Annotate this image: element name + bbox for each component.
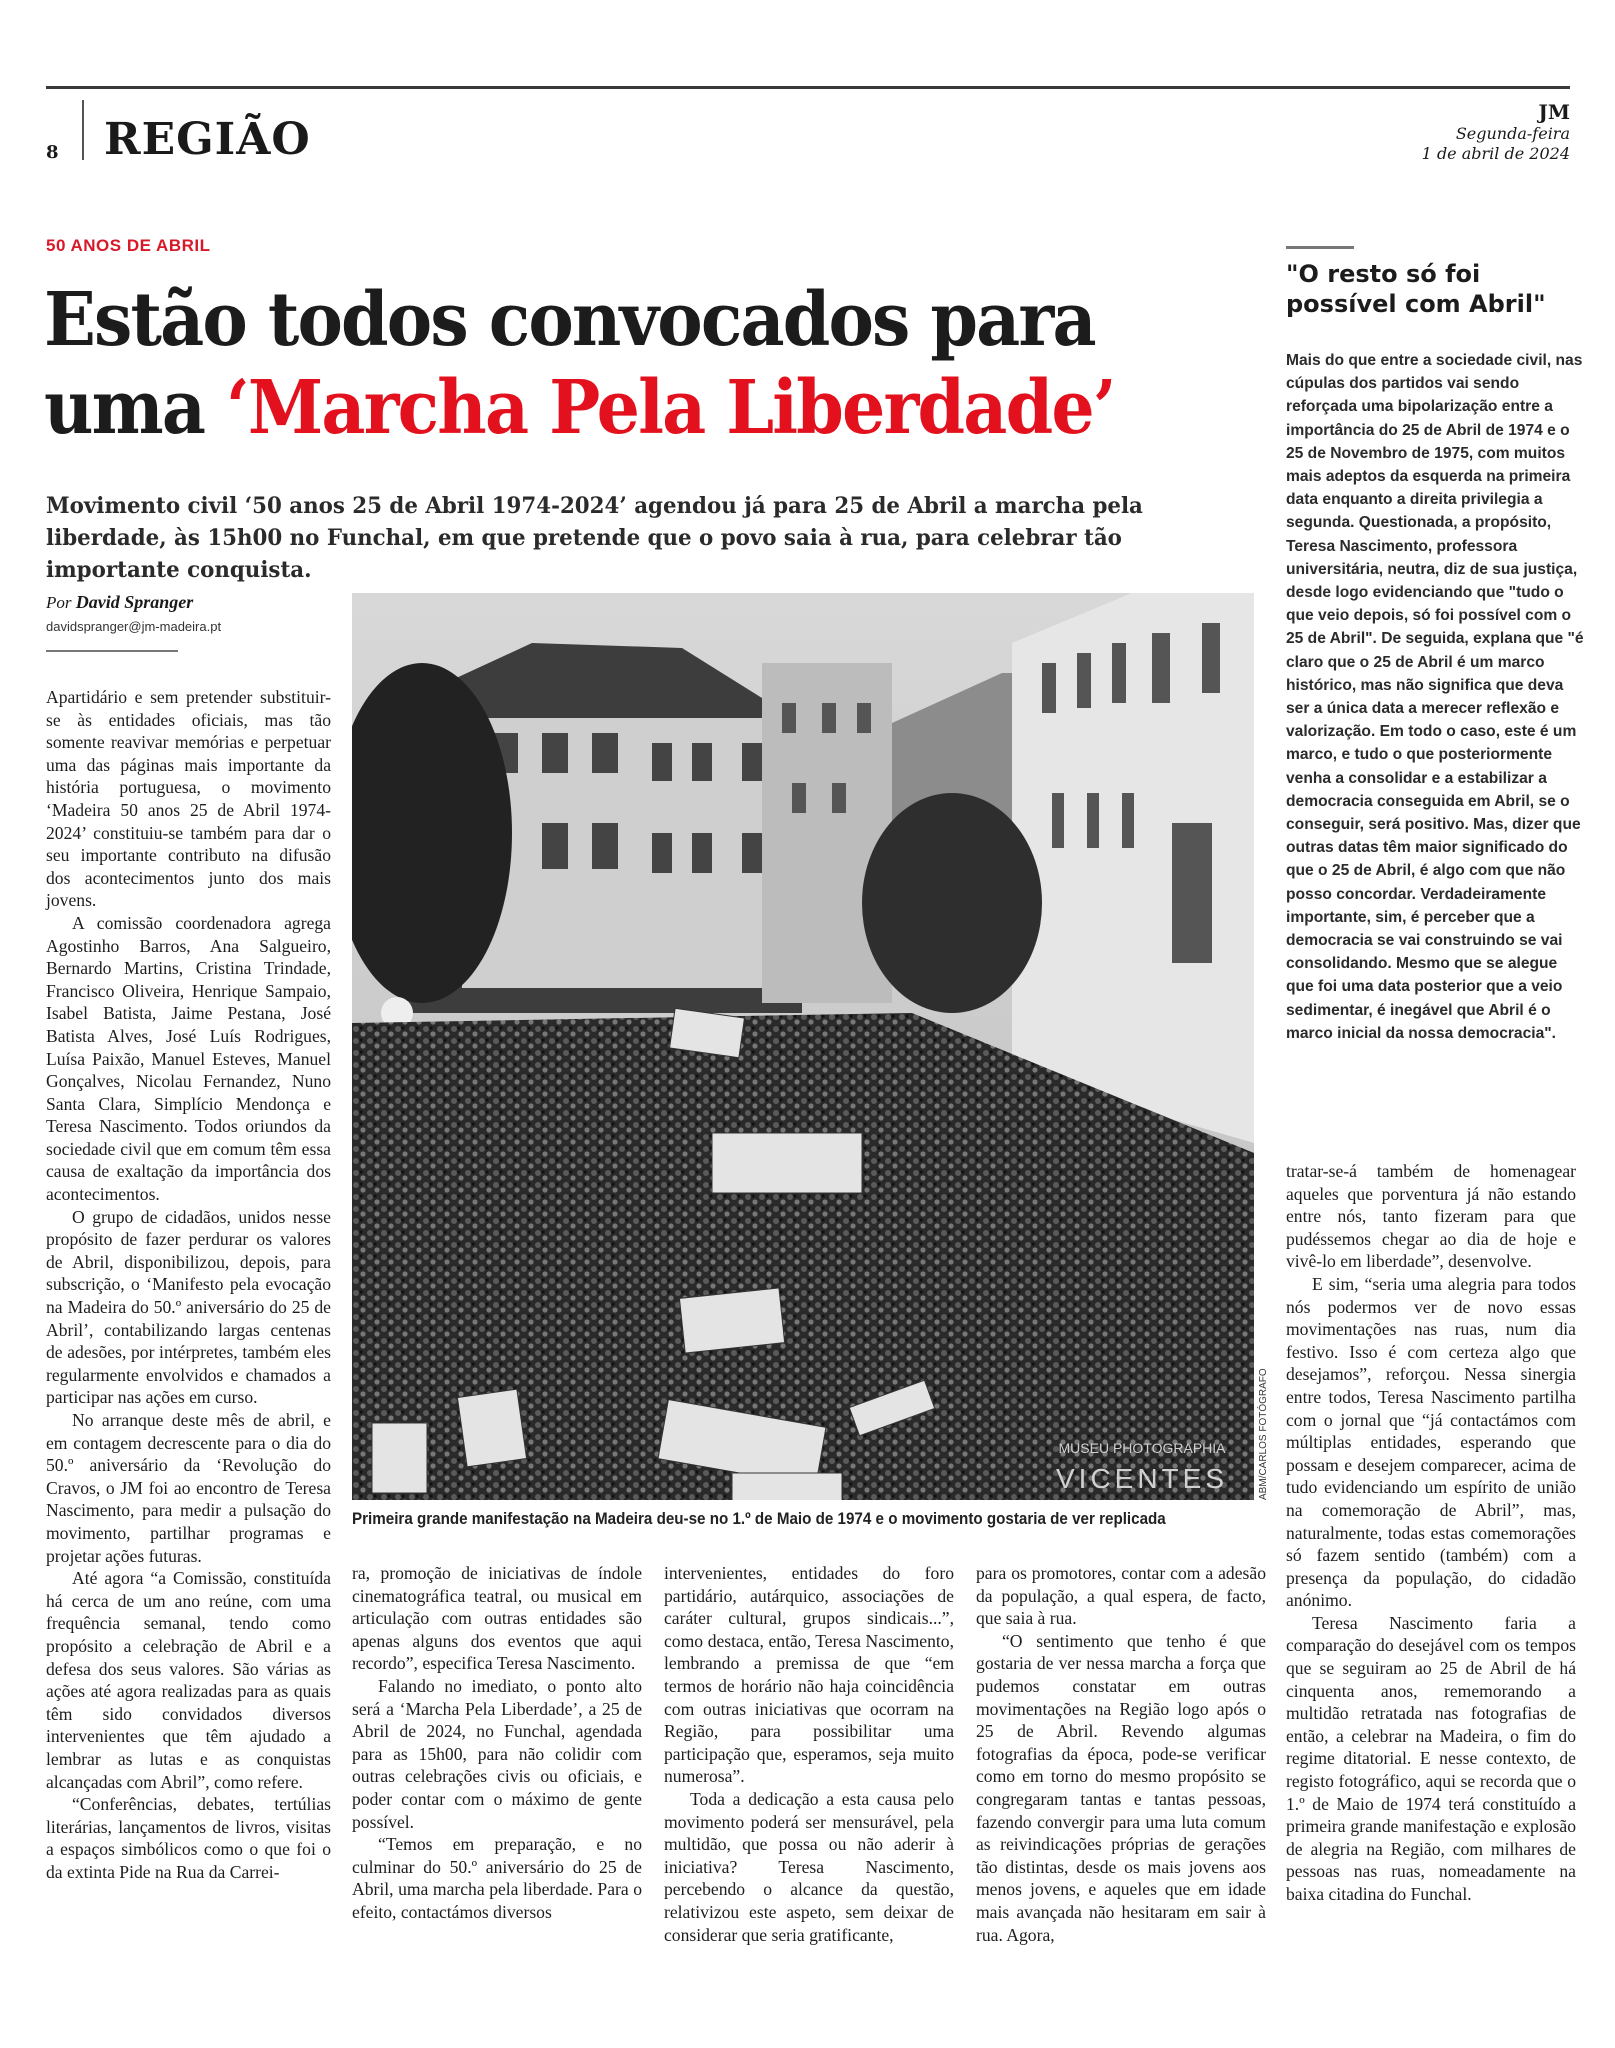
top-rule: [46, 86, 1570, 89]
headline-line-1: Estão todos convocados para: [44, 277, 1095, 363]
headline-highlight: ‘Marcha Pela Liberdade’: [225, 365, 1115, 451]
paragraph: para os promotores, contar com a adesão da população, a qual espera, de facto, que saia à rua.: [976, 1563, 1266, 1629]
lead-paragraph: Movimento civil ‘50 anos 25 de Abril 1974-2024’ agendou já para 25 de Abril a marcha pela liberdade, às 15h00 no Funchal, em que pretende que o povo saia à rua, para celebrar tão importante conquista.: [46, 493, 1143, 583]
paragraph: “Conferências, debates, tertúlias literárias, lançamentos de livros, visitas a espaços simbólicos como o que foi o da extinta Pide na Rua da Carrei-: [46, 1794, 331, 1882]
issue-date: 1 de abril de 2024: [1421, 144, 1570, 163]
paragraph: “Temos em preparação, e no culminar do 50.º aniversário do 25 de Abril, uma marcha pela liberdade. Para o efeito, contactámos diversos: [352, 1834, 642, 1922]
paragraph: Toda a dedicação a esta causa pelo movimento poderá ser mensurável, pela multidão, que possa ou não aderir à iniciativa? Teresa Nascimento, percebendo o alcance da questão, relativizou este aspeto, sem deixar de considerar que seria gratificante,: [664, 1788, 954, 1945]
photo-caption: Primeira grande manifestação na Madeira deu-se no 1.º de Maio de 1974 e o movimento gostaria de ver replicada: [352, 1510, 1166, 1528]
byline-prefix: Por: [46, 593, 76, 612]
crowd-photo-illustration: [352, 593, 1254, 1500]
sidebar-rule: [1286, 246, 1354, 249]
paragraph: Falando no imediato, o ponto alto será a ‘Marcha Pela Liberdade’, a 25 de Abril de 2024, no Funchal, agendada para as 15h00, para não colidir com outras celebrações civis ou oficiais, e poder contar com o máximo de gente possível.: [352, 1675, 642, 1832]
kicker: 50 ANOS DE ABRIL: [46, 236, 211, 255]
page-header: [46, 100, 1570, 170]
paragraph: intervenientes, entidades do foro partidário, autárquico, associações de caráter cultural, grupos sindicais...”, como destaca, então, Teresa Nascimento, lembrando a premissa de que “em termos de horário não haja coincidência com outras iniciativas que ocorram na Região, para possibilitar uma participação que, esperamos, seja muito numerosa”.: [664, 1563, 954, 1787]
paragraph: ra, promoção de iniciativas de índole cinematográfica teatral, ou musical em articulação com outras entidades são apenas alguns dos eventos que aqui recordo”, especifica Teresa Nascimento.: [352, 1563, 642, 1674]
article-column-4: [976, 1562, 1266, 1946]
page-number: 8: [46, 142, 59, 163]
sidebar-title: "O resto só foi possível com Abril": [1286, 260, 1546, 318]
paragraph: Apartidário e sem pretender substituir-se às entidades oficiais, mas tão somente reavivar memórias e perpetuar uma das páginas mais importante da história portuguesa, o movimento ‘Madeira 50 anos 25 de Abril 1974-2024’ constituiu-se também para dar o seu importante contributo na difusão dos acontecimentos junto dos mais jovens.: [46, 687, 331, 911]
article-column-1: [46, 686, 331, 1883]
author-email[interactable]: davidspranger@jm-madeira.pt: [46, 619, 222, 634]
paragraph: O grupo de cidadãos, unidos nesse propósito de fazer perdurar os valores de Abril, disponibilizou, depois, para subscrição, o ‘Manifesto pela evocação na Madeira do 50.º aniversário do 25 de Abril’, contabilizando largas centenas de adesões, por intérpretes, também eles regularmente envolvidos e chamados a participar nas ações em curso.: [46, 1206, 331, 1408]
section-title: REGIÃO: [104, 114, 311, 165]
photo-credit: ABM/CARLOS FOTÓGRAFO: [1258, 1368, 1269, 1500]
headline: [44, 276, 1148, 452]
weekday: Segunda-feira: [1455, 124, 1570, 143]
byline-author: David Spranger: [75, 592, 194, 612]
paragraph: E sim, “seria uma alegria para todos nós podermos ver de novo essas movimentações nas ruas, num dia festivo. Isso é com certeza algo que desejamos”, reforçou. Nessa sinergia entre todos, Teresa Nascimento partilha com o jornal que “já contactámos com múltiplas entidades, esperando que possam e desejem comparecer, acima de tudo evidenciando um espírito de união na comemoração de Abril”, mas, naturalmente, todas estas comemorações só fazem sentido (também) com a presença da população, do cidadão anónimo.: [1286, 1273, 1576, 1611]
paragraph: “O sentimento que tenho é que gostaria de ver nessa marcha a força que pudemos constatar em outras movimentações na Região logo após o 25 de Abril. Revendo algumas fotografias da época, pode-se verificar como em torno do mesmo propósito se congregaram tantas e tantas pessoas, fazendo convergir para uma luta comum as reivindicações próprias de gerações tão distintas, desde os mais jovens aos menos jovens, e aqueles que em idade mais avançada não hesitaram em sair à rua. Agora,: [976, 1630, 1266, 1945]
paragraph: tratar-se-á também de homenagear aqueles que porventura já não estando entre nós, tanto fizeram para que pudéssemos chegar ao dia de hoje e vivê-lo em liberdade”, desenvolve.: [1286, 1161, 1576, 1272]
watermark-line-2: VICENTES: [1055, 1463, 1229, 1494]
article-column-5: [1286, 1160, 1576, 1906]
sidebar-box: [1286, 246, 1586, 1045]
paragraph: A comissão coordenadora agrega Agostinho Barros, Ana Salgueiro, Bernardo Martins, Cristina Trindade, Francisco Oliveira, Henrique Sampaio, Isabel Batista, Jaime Pestana, José Batista Alves, José Luís Rodrigues, Luísa Paixão, Manuel Esteves, Manuel Gonçalves, Nicolau Fernandez, Nuno Santa Clara, Simplício Mendonça e Teresa Nascimento. Todos oriundos da sociedade civil que em comum têm essa causa de exaltação da importância dos acontecimentos.: [46, 912, 331, 1205]
paragraph: No arranque deste mês de abril, e em contagem decrescente para o dia do 50.º aniversário da ‘Revolução do Cravos, o JM foi ao encontro de Teresa Nascimento, para medir a pulsação do movimento, partilhar programas e projetar ações futuras.: [46, 1410, 331, 1566]
paragraph: Teresa Nascimento faria a comparação do desejável com os tempos que se seguiram ao 25 de Abril de há cinquenta anos, rememorando a multidão retratada nas fotografias de então, a celebrar na Madeira, o fim do regime ditatorial. E nesse contexto, de registo fotográfico, aqui se recorda que o 1.º de Maio de 1974 terá constituído a primeira grande manifestação e explosão de alegria na Região, com milhares de pessoas nas ruas, nomeadamente na baixa citadina do Funchal.: [1286, 1612, 1576, 1904]
headline-line-2: uma: [44, 365, 226, 451]
byline-rule: [46, 650, 178, 652]
watermark-line-1: MUSEU PHOTOGRAPHIA: [1058, 1440, 1226, 1456]
masthead: [1422, 100, 1570, 164]
header-divider: [82, 100, 84, 160]
sidebar-body: Mais do que entre a sociedade civil, nas cúpulas dos partidos vai sendo reforçada uma bipolarização entre a importância do 25 de Abril de 1974 e o 25 de Novembro de 1975, com muitos mais adeptos da esquerda na primeira data enquanto a direita privilegia a segunda. Questionada, a propósito, Teresa Nascimento, professora universitária, neutra, diz de sua justiça, desde logo evidenciando que "tudo o que veio depois, só foi possível com o 25 de Abril". De seguida, explana que "é claro que o 25 de Abril é um marco histórico, mas não significa que deva ser a única data a merecer reflexão e valorização. Em todo o caso, este é um marco, e tudo o que posteriormente venha a consolidar e a estabilizar a democracia conseguida em Abril, se o conseguir, será positivo. Mas, dizer que outras datas têm maior significado do que o 25 de Abril, é algo com que não posso concordar. Verdadeiramente importante, sim, é perceber que a democracia se vai construindo se vai consolidando. Mesmo que se alegue que foi uma data posterior que a veio sedimentar, é inegável que Abril é o marco inicial da nossa democracia".: [1286, 352, 1584, 1042]
article-column-2: [352, 1562, 642, 1924]
protest-photo: [352, 593, 1254, 1500]
paragraph: Até agora “a Comissão, constituída há cerca de um ano reúne, com uma frequência semanal, tendo como propósito a celebração de Abril e a defesa dos seus valores. São várias as ações até agora realizadas para as quais têm sido convidados diversos intervenientes que têm ajudado a lembrar as lutas e as conquistas alcançadas com Abril”, como refere.: [46, 1568, 331, 1792]
brand-logo: JM: [1538, 100, 1570, 124]
byline: [46, 592, 306, 652]
article-column-3: [664, 1562, 954, 1946]
